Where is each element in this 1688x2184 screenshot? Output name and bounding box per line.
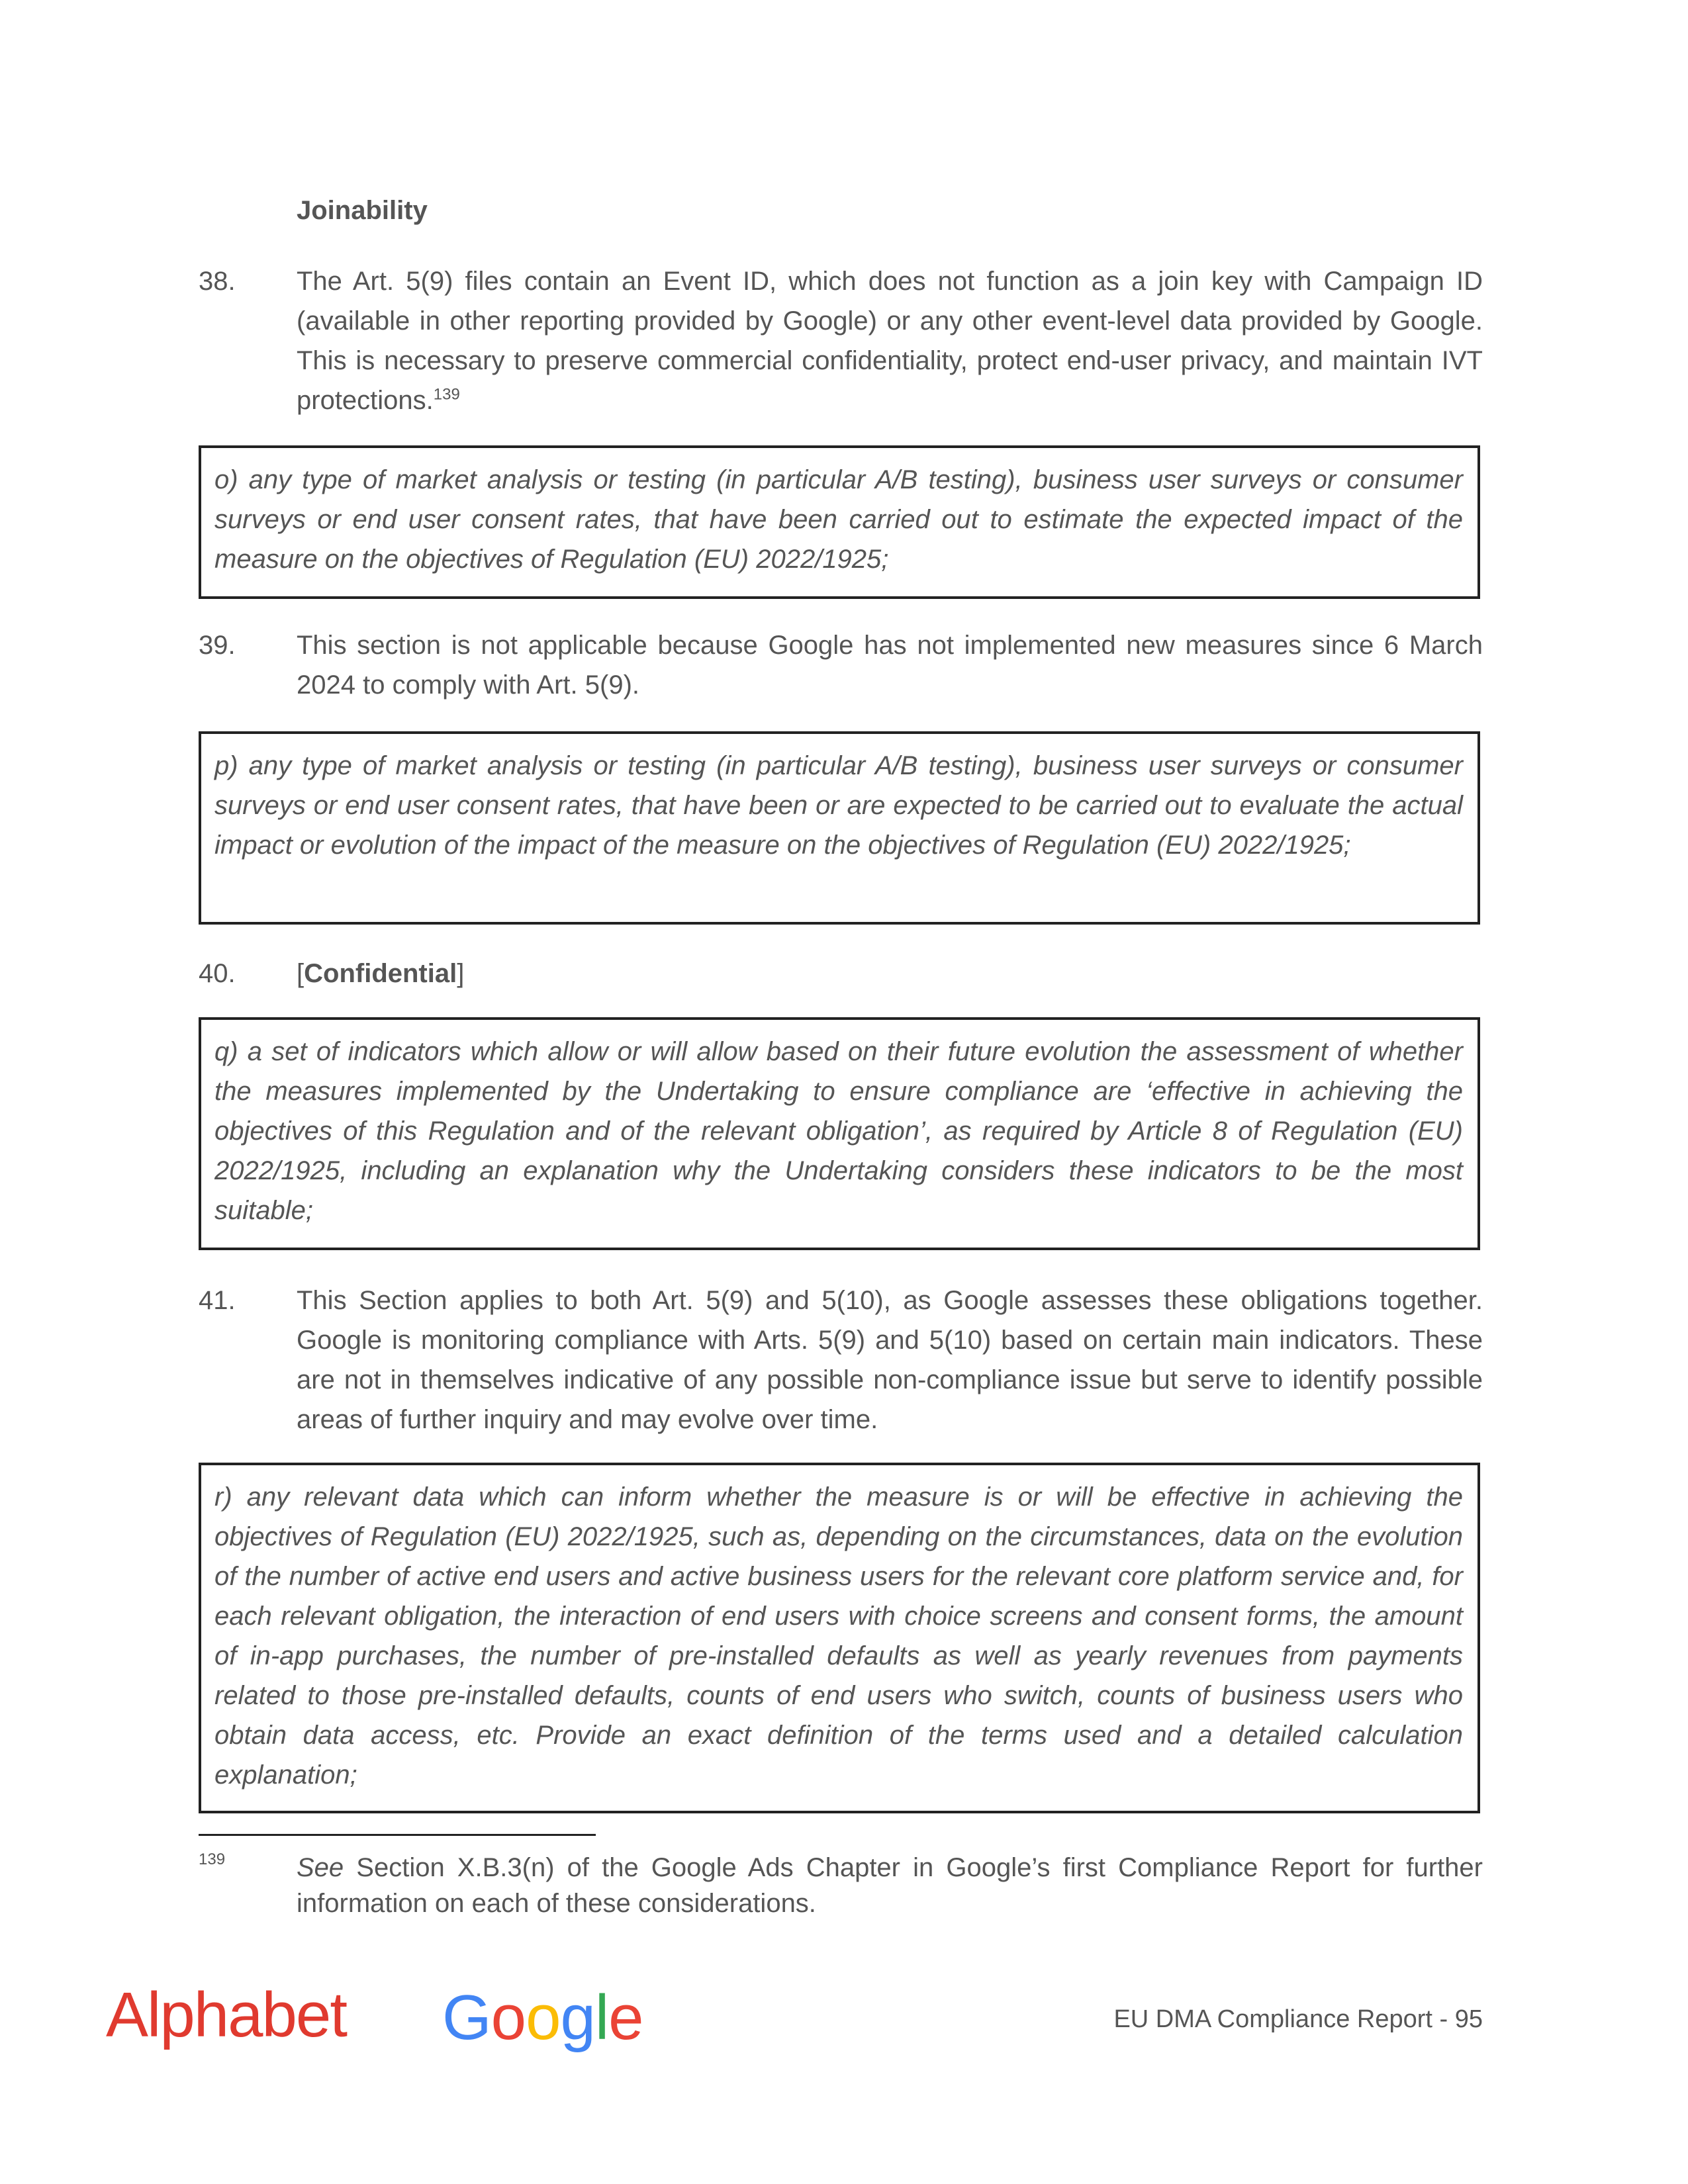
footnote — [199, 1850, 1483, 1921]
requirement-box-o: o) any type of market analysis or testing (in particular A/B testing), business user surveys or consumer surveys or end user consent rates, that have been carried out to estimate the expected impact of the measure on the objectives of Regulation (EU) 2022/1925; — [199, 445, 1480, 599]
requirement-box-p: p) any type of market analysis or testing (in particular A/B testing), business user surveys or consumer surveys or end user consent rates, that have been or are expected to be carried out to evaluate the actual impact or evolution of the impact of the measure on the objectives of Regulation (EU) 2022/1925; — [199, 731, 1480, 925]
paragraph-number: 38. — [199, 267, 236, 296]
google-logo-letter: e — [608, 1982, 643, 2053]
paragraph-number: 41. — [199, 1286, 236, 1315]
google-logo-letter: o — [491, 1982, 526, 2053]
requirement-box-q: q) a set of indicators which allow or will allow based on their future evolution the assessment of whether the measures implemented by the Undertaking to ensure compliance are ‘effective in achieving the objectives of this Regulation and of the relevant obligation’, as required by Article 8 of Regulation (EU) 2022/1925, including an explanation why the Undertaking considers these indicators to be the most suitable; — [199, 1017, 1480, 1250]
footnote-reference[interactable]: 139 — [433, 385, 460, 404]
google-logo-letter: G — [442, 1982, 491, 2053]
paragraph-38 — [199, 261, 1483, 420]
paragraph-text: The Art. 5(9) files contain an Event ID, which does not function as a join key with Campaign ID (available in other reporting provided by Google) or any other event-level data provided by Google. This is necessary to preserve commercial confidentiality, protect end-user privacy, and maintain IVT protections.$^{139}$ — [297, 267, 1483, 415]
google-logo-letter: g — [560, 1982, 595, 2053]
paragraph-number: 40. — [199, 959, 236, 988]
paragraph-text: This section is not applicable because Google has not implemented new measures since 6 March 2024 to comply with Art. 5(9). — [297, 631, 1483, 700]
google-logo-letter: l — [594, 1982, 609, 2053]
footnote-number: 139 — [199, 1850, 226, 1868]
google-logo — [442, 1981, 643, 2054]
paragraph-text: This Section applies to both Art. 5(9) and 5(10), as Google assesses these obligations together. Google is monitoring compliance with Arts. 5(9) and 5(10) based on certain main indicators. These are not in themselves indicative of any possible non-compliance issue but serve to identify possible areas of further inquiry and may evolve over time. — [297, 1286, 1483, 1434]
alphabet-logo: Alphabet — [106, 1979, 346, 2050]
footnote-divider — [199, 1834, 596, 1836]
paragraph-41 — [199, 1281, 1483, 1439]
confidential-label: Confidential — [304, 959, 457, 988]
footnote-text: See Section X.B.3(n) of the Google Ads Chapter in Google’s first Compliance Report for further information on each of these considerations. — [297, 1853, 1483, 1918]
paragraph-number: 39. — [199, 631, 236, 660]
paragraph-text: [Confidential] — [297, 959, 465, 988]
page-footer-label: EU DMA Compliance Report - 95 — [1113, 2005, 1483, 2033]
paragraph-40 — [199, 954, 1483, 993]
section-heading: Joinability — [297, 196, 428, 225]
paragraph-39 — [199, 625, 1483, 705]
google-logo-letter: o — [526, 1982, 561, 2053]
requirement-box-r: r) any relevant data which can inform whether the measure is or will be effective in achieving the objectives of Regulation (EU) 2022/1925, such as, depending on the circumstances, data on the evolution of the number of active end users and active business users for the relevant core platform service and, for each relevant obligation, the interaction of end users with choice screens and consent forms, the amount of in-app purchases, the number of pre-installed defaults as well as yearly revenues from payments related to those pre-installed defaults, counts of end users who switch, counts of business users who obtain data access, etc. Provide an exact definition of the terms used and a detailed calculation explanation; — [199, 1463, 1480, 1813]
